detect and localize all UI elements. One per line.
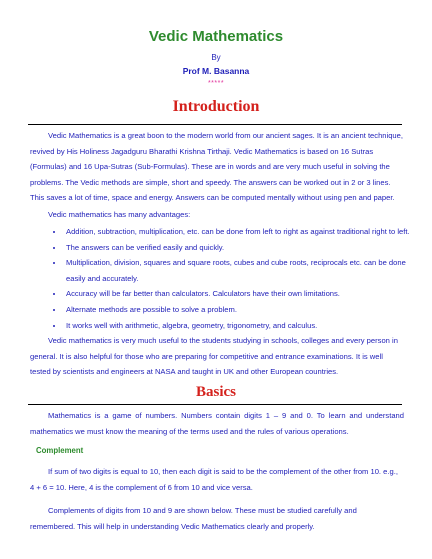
basics-paragraph-2: If sum of two digits is equal to 10, then each digit is said to be the complement of the other from 10. e.g., 4 + 6 = 10. Here, 4 is the complement of 6 from 10 and vice versa.: [30, 467, 398, 492]
basics-heading: Basics: [195, 384, 236, 400]
list-item: • Accuracy will be far better than calculators. Calculators have their own limitations.: [64, 286, 416, 302]
document-title: Vedic Mathematics: [148, 28, 284, 45]
intro-paragraph-3: Vedic mathematics is very much useful to the students studying in schools, colleges and every person in general. It is also helpful for those who are preparing for competitive and entrance examinations. It is well tested by scientists and engineers at NASA and taught in UK and other European countries.: [30, 336, 398, 377]
byline-label: By: [211, 53, 221, 62]
author-name: Prof M. Basanna: [182, 66, 250, 76]
list-item: • Multiplication, division, squares and square roots, cubes and cube roots, reciprocals etc. can be done easily and accurately.: [64, 255, 416, 286]
basics-paragraph-3: Complements of digits from 10 and 9 are shown below. These must be studied carefully and remembered. This will help in understanding Vedic Mathematics clearly and properly.: [30, 506, 357, 531]
complement-heading: Complement: [36, 446, 84, 455]
basics-paragraph-1: Mathematics is a game of numbers. Numbers contain digits 1 – 9 and 0. To learn and understand mathematics we must know the meaning of the terms used and the rules of various operations.: [30, 411, 404, 436]
list-item: • It works well with arithmetic, algebra, geometry, trigonometry, and calculus.: [64, 318, 416, 334]
separator-stars: *****: [207, 80, 225, 87]
list-item: • Addition, subtraction, multiplication, etc. can be done from left to right as against traditional right to left.: [64, 224, 416, 240]
intro-paragraph-1: Vedic Mathematics is a great boon to the modern world from our ancient sages. It is an ancient technique, revived by His Holiness Jagadguru Bharathi Krishna Tirthaji. Vedic Mathematics is based on 16 Sutras (Formulas) and 16 Upa-Sutras (Sub-Formulas). These are in words and are very much useful in solving the problems. The Vedic methods are simple, short and speedy. The answers can be worked out in 2 or 3 lines. This saves a lot of time, space and energy. Answers can be computed mentally without using pen and paper.: [30, 131, 403, 203]
introduction-heading: Introduction: [172, 98, 260, 115]
advantages-list: [50, 224, 416, 333]
basics-rule: [28, 404, 402, 405]
list-item: • The answers can be verified easily and quickly.: [64, 240, 416, 256]
introduction-rule: [28, 124, 402, 125]
intro-paragraph-2: Vedic mathematics has many advantages:: [48, 210, 191, 219]
list-item: • Alternate methods are possible to solve a problem.: [64, 302, 416, 318]
